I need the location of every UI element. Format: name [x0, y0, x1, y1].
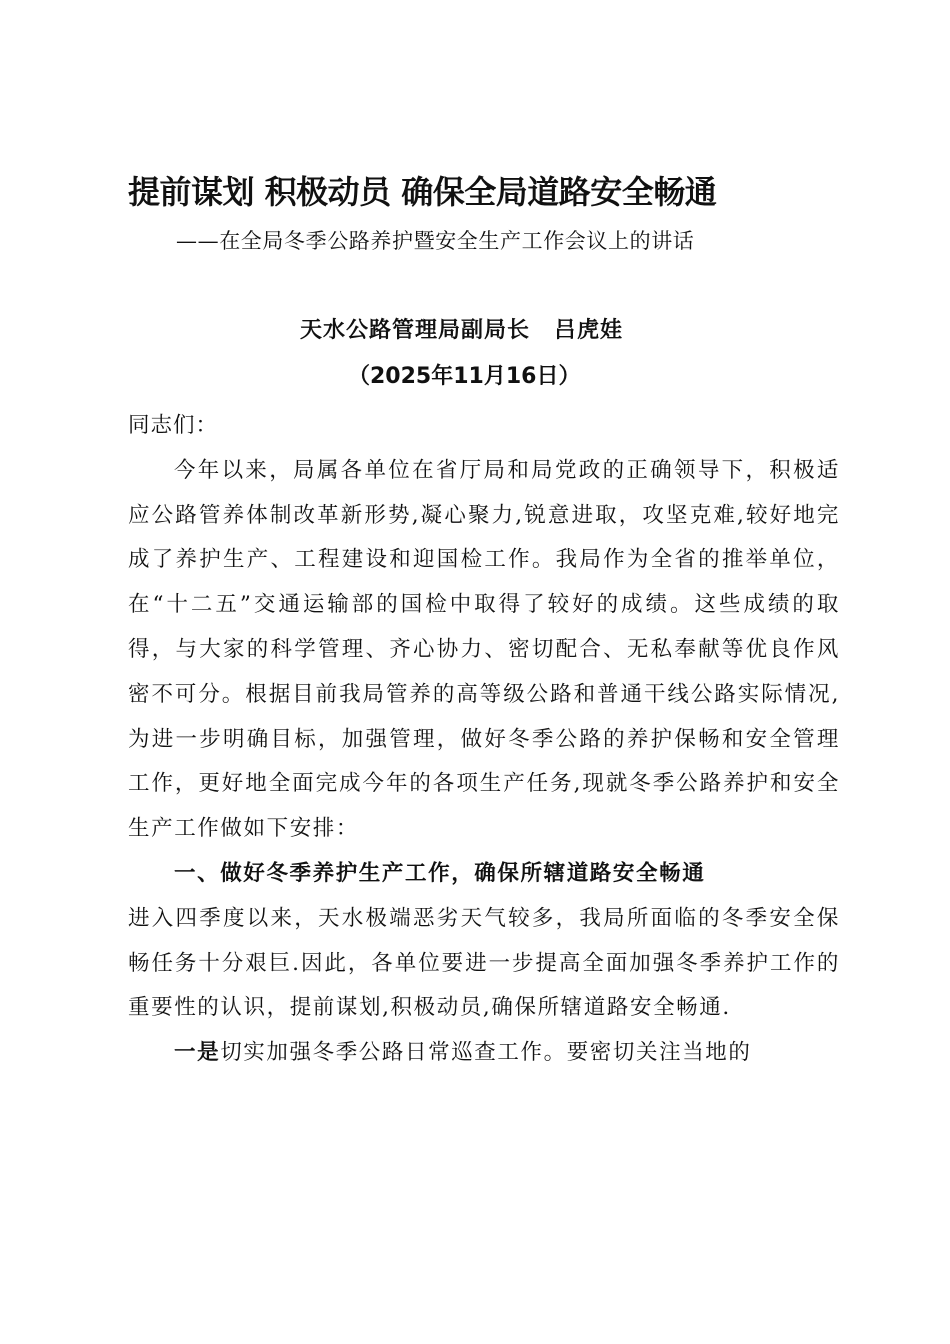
author-name: 吕虎娃 — [554, 318, 624, 343]
point-1-lead: 一是 — [174, 1040, 221, 1066]
point-1-text: 切实加强冬季公路日常巡查工作。要密切关注当地的 — [220, 1040, 752, 1066]
author-line — [300, 314, 800, 348]
section-1-paragraph: 进入四季度以来，天水极端恶劣天气较多，我局所面临的冬季安全保畅任务十分艰巨.因此，各单位要进一步提高全面加强冬季养护工作的重要性的认识，提前谋划,积极动员,确保所辖道路安全畅通. — [128, 905, 840, 1021]
section-1-heading: 一、做好冬季养护生产工作，确保所辖道路安全畅通 — [174, 860, 706, 886]
author-org: 天水公路管理局副局长 — [300, 318, 531, 343]
speech-date: （2025年11月16日） — [348, 364, 581, 389]
intro-paragraph: 今年以来，局属各单位在省厅局和局党政的正确领导下，积极适应公路管养体制改革新形势,凝心聚力,锐意进取，攻坚克难,较好地完成了养护生产、工程建设和迎国检工作。我局作为全省的推举单位，在“十二五”交通运输部的国检中取得了较好的成绩。这些成绩的取得，与大家的科学管理、齐心协力、密切配合、无私奉献等优良作风密不可分。根据目前我局管养的高等级公路和普通干线公路实际情况,为进一步明确目标，加强管理，做好冬季公路的养护保畅和安全管理工作，更好地全面完成今年的各项生产任务,现就冬季公路养护和安全生产工作做如下安排： — [128, 457, 840, 842]
document-subtitle: ——在全局冬季公路养护暨安全生产工作会议上的讲话 — [176, 229, 695, 253]
document-title: 提前谋划 积极动员 确保全局道路安全畅通 — [128, 173, 717, 211]
greeting: 同志们： — [128, 413, 219, 438]
point-1-paragraph — [128, 1031, 840, 1076]
document-body — [128, 404, 840, 1076]
